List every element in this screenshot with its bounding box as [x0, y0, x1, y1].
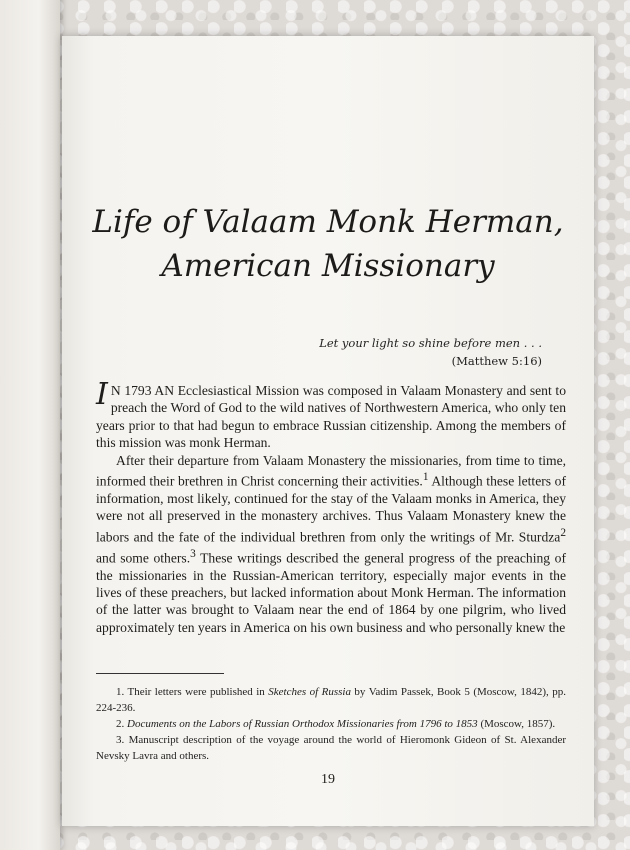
paragraph-2-text-c: and some others. — [96, 550, 191, 566]
footnote-1 — [96, 684, 566, 716]
paragraph-2-text-d: These writings described the general progress of the preaching of the missionaries in the Russian-American territory, especially major events in the lives of these preachers, but lacked information about Monk Herman. The information of the latter was brought to Valaam near the end of 1864 by one pilgrim, who lived approximately ten years in America on his own business and who personally knew the — [96, 550, 566, 635]
paragraph-1-text: N 1793 AN Ecclesiastical Mission was composed in Valaam Monastery and sent to preach the Word of God to the wild natives of Northwestern America, who only ten years prior to that had begun to embrace Russian citizenship. Among the members of this mission was monk Herman. — [96, 383, 566, 451]
footnote-2-pre: 2. — [116, 718, 127, 730]
footnotes — [96, 684, 566, 764]
drop-cap: I — [96, 377, 108, 412]
epigraph-quote: Let your light so shine before men . . . — [319, 336, 542, 350]
footnote-divider — [96, 673, 224, 674]
footnote-2 — [96, 716, 566, 732]
epigraph-reference: (Matthew 5:16) — [451, 354, 542, 368]
footnote-1-pre: 1. Their letters were published in — [116, 686, 269, 698]
footnote-3-pre: 3. Manuscript description of the voyage around the world of Hieromonk Gideon of St. Alexander Nevsky Lavra and others. — [96, 734, 566, 762]
footnote-2-post: (Moscow, 1857). — [477, 718, 556, 730]
footnote-3 — [96, 732, 566, 764]
body-text — [96, 377, 566, 636]
chapter-title — [62, 200, 594, 288]
footnote-ref-1: 1 — [422, 471, 429, 484]
facing-page-edge — [0, 0, 60, 850]
footnote-ref-2: 2 — [560, 526, 566, 539]
chapter-title-line-2: American Missionary — [161, 248, 495, 284]
paragraph-2-text-a: After their departure from Valaam Monastery the missionaries, from time to time, informed their brethren in Christ concerning their activities. — [96, 452, 566, 489]
epigraph — [319, 334, 542, 370]
footnote-1-title: Sketches of Russia — [268, 686, 351, 698]
page-number: 19 — [321, 772, 335, 787]
paragraph-1 — [96, 377, 566, 452]
footnote-ref-3: 3 — [190, 547, 196, 560]
footnote-1-post: by Vadim Passek, Book 5 (Moscow, 1842), pp. 224-236. — [96, 686, 567, 714]
footnote-2-title: Documents on the Labors of Russian Orthodox Missionaries from 1796 to 1853 — [127, 718, 478, 730]
book-page — [62, 36, 594, 826]
paragraph-2-text-b: Although these letters of information, most likely, continued for the stay of the Valaam monks in America, they were not all preserved in the monastery archives. Thus Valaam Monastery knew the labors and the fate of the individual brethren from only the writings of Mr. Sturdza — [96, 473, 566, 545]
chapter-title-line-1: Life of Valaam Monk Herman, — [92, 204, 564, 240]
paragraph-2 — [96, 452, 566, 637]
